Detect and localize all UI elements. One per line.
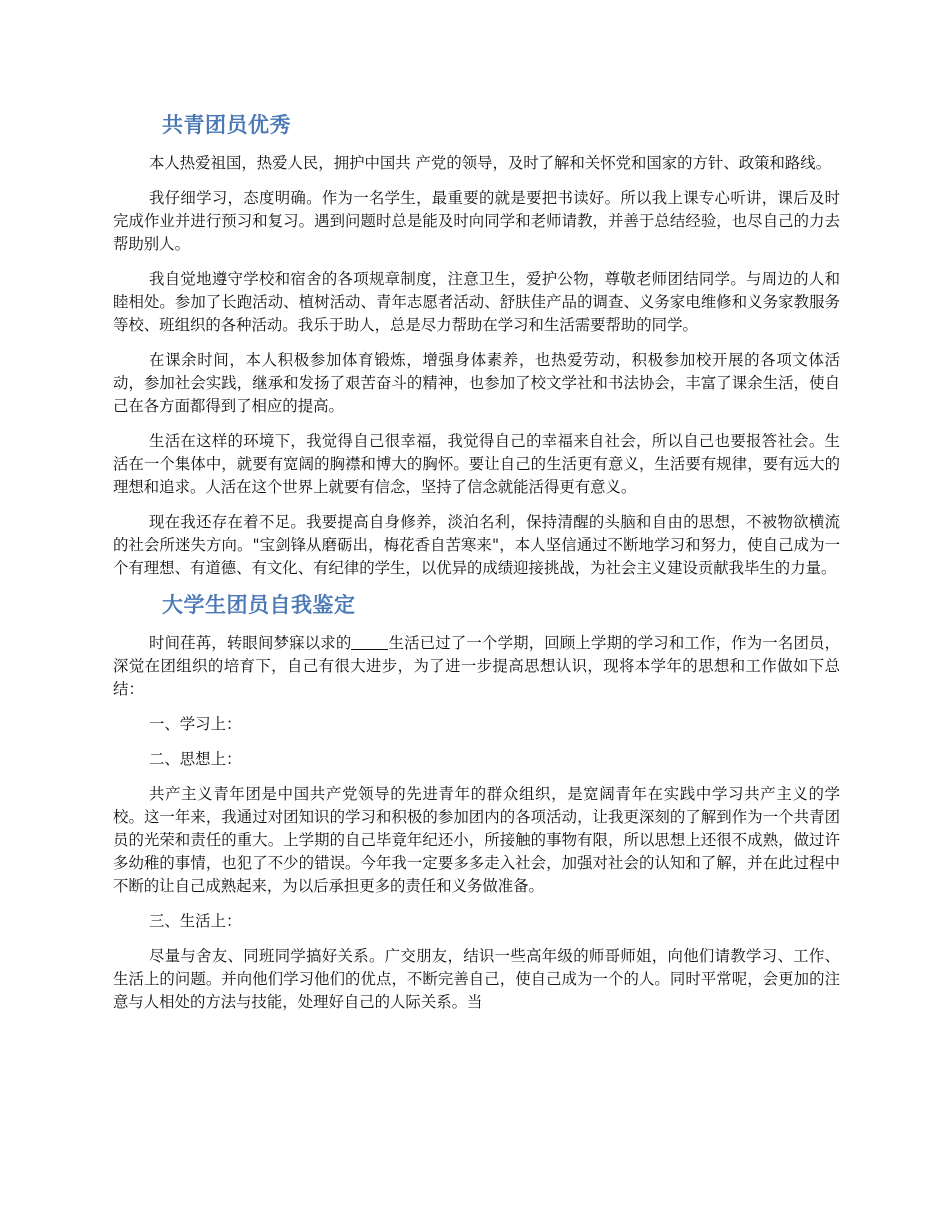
paragraph: 在课余时间，本人积极参加体育锻炼，增强身体素养，也热爱劳动，积极参加校开展的各项文体活动，参加社会实践，继承和发扬了艰苦奋斗的精神，也参加了校文学社和书法协会，丰富了课余生活，使自己在各方面都得到了相应的提高。 bbox=[113, 351, 840, 415]
document-body bbox=[113, 108, 840, 1014]
subheading-life: 三、生活上： bbox=[149, 912, 242, 930]
subheading-study: 一、学习上： bbox=[149, 715, 242, 733]
intro-text-after-blank: 生活已过了一个学期，回顾上学期的学习和工作，作为一名团员，深觉在团组织的培育下，自己有很大进步，为了进一步提高思想认识，现将本学年的思想和工作做如下总结： bbox=[113, 634, 840, 698]
fill-in-blank bbox=[351, 634, 388, 650]
paragraph: 我仔细学习，态度明确。作为一名学生，最重要的就是要把书读好。所以我上课专心听讲，课后及时完成作业并进行预习和复习。遇到问题时总是能及时向同学和老师请教，并善于总结经验，也尽自己的力去帮助别人。 bbox=[113, 189, 840, 253]
intro-paragraph bbox=[113, 632, 840, 701]
intro-text-before-blank: 时间荏苒，转眼间梦寐以求的 bbox=[149, 634, 352, 652]
subheading-thought: 二、思想上： bbox=[149, 750, 242, 768]
section-title-excellent-member: 共青团员优秀 bbox=[162, 113, 291, 137]
paragraph: 现在我还存在着不足。我要提高自身修养，淡泊名利，保持清醒的头脑和自由的思想，不被物欲横流的社会所迷失方向。"宝剑锋从磨砺出，梅花香自苦寒来"，本人坚信通过不断地学习和努力，使自己成为一个有理想、有道德、有文化、有纪律的学生，以优异的成绩迎接挑战，为社会主义建设贡献我毕生的力量。 bbox=[113, 513, 840, 577]
paragraph: 生活在这样的环境下，我觉得自己很幸福，我觉得自己的幸福来自社会，所以自己也要报答社会。生活在一个集体中，就要有宽阔的胸襟和博大的胸怀。要让自己的生活更有意义，生活要有规律，要有远大的理想和追求。人活在这个世界上就要有信念，坚持了信念就能活得更有意义。 bbox=[113, 432, 840, 496]
paragraph: 尽量与舍友、同班同学搞好关系。广交朋友，结识一些高年级的师哥师姐，向他们请教学习、工作、生活上的问题。并向他们学习他们的优点，不断完善自己，使自己成为一个的人。同时平常呢，会更加的注意与人相处的方法与技能，处理好自己的人际关系。当 bbox=[113, 947, 840, 1011]
paragraph: 我自觉地遵守学校和宿舍的各项规章制度，注意卫生，爱护公物，尊敬老师团结同学。与周边的人和睦相处。参加了长跑活动、植树活动、青年志愿者活动、舒肤佳产品的调查、义务家电维修和义务家教服务等校、班组织的各种活动。我乐于助人，总是尽力帮助在学习和生活需要帮助的同学。 bbox=[113, 270, 840, 334]
section-title-self-appraisal: 大学生团员自我鉴定 bbox=[162, 593, 356, 617]
paragraph: 共产主义青年团是中国共产党领导的先进青年的群众组织，是宽阔青年在实践中学习共产主义的学校。这一年来，我通过对团知识的学习和积极的参加团内的各项活动，让我更深刻的了解到作为一个共青团员的光荣和责任的重大。上学期的自己毕竟年纪还小，所接触的事物有限，所以思想上还很不成熟，做过许多幼稚的事情，也犯了不少的错误。今年我一定要多多走入社会，加强对社会的认知和了解，并在此过程中不断的让自己成熟起来，为以后承担更多的责任和义务做准备。 bbox=[113, 785, 840, 895]
paragraph: 本人热爱祖国，热爱人民，拥护中国共 产党的领导，及时了解和关怀党和国家的方针、政策和路线。 bbox=[149, 154, 832, 172]
